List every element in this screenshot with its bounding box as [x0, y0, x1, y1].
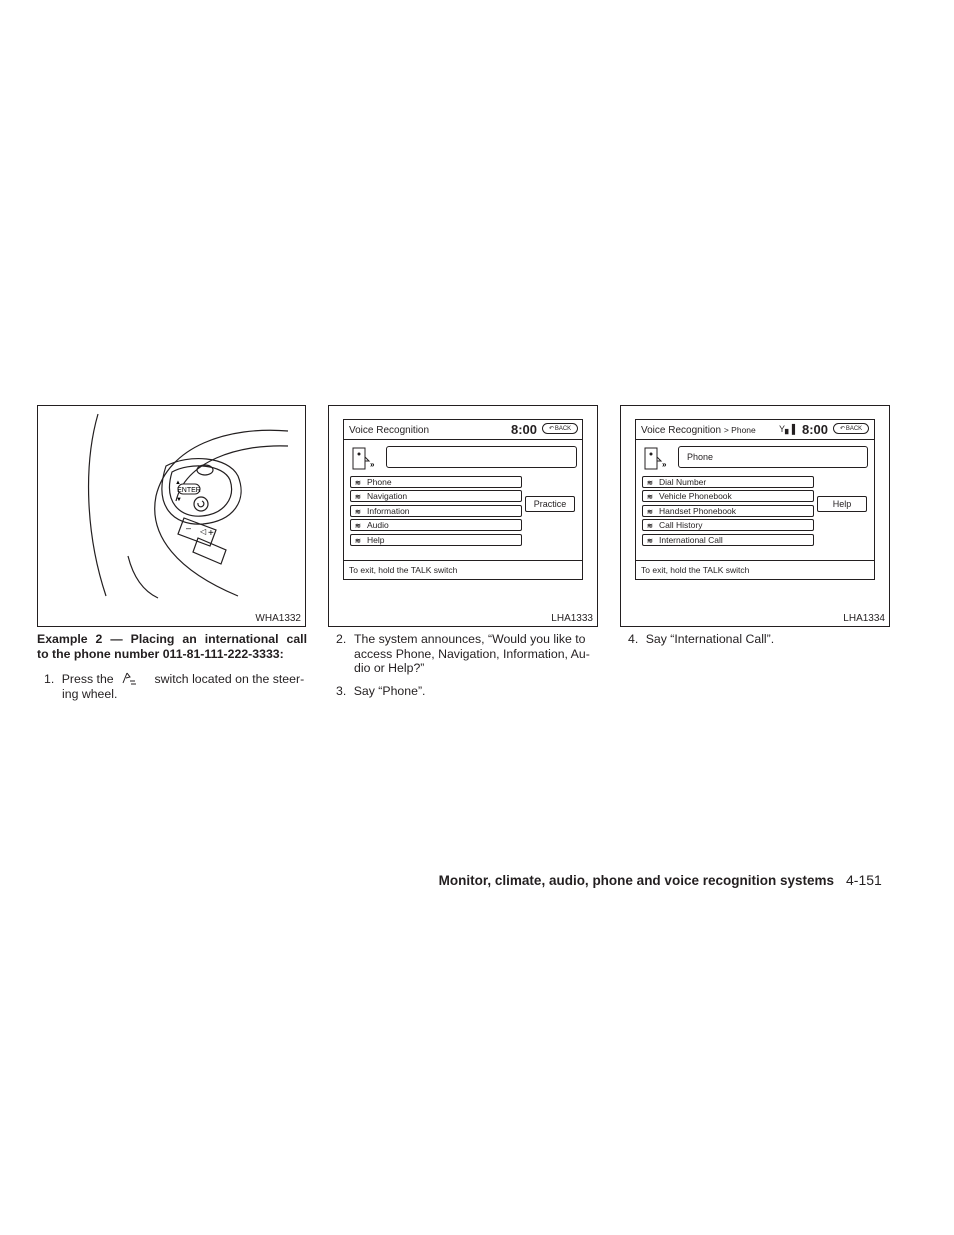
divider: [344, 560, 582, 561]
back-arrow-icon: ↶: [548, 426, 554, 432]
page-number: 4-151: [846, 872, 882, 888]
svg-text:+: +: [208, 528, 214, 539]
speech-input-box: [386, 446, 577, 468]
practice-button[interactable]: Practice: [525, 496, 575, 512]
screen-title: Voice Recognition > Phone: [641, 425, 756, 436]
menu-item-international-call[interactable]: ≋ International Call: [642, 534, 814, 546]
clock-time: 8:00: [802, 422, 829, 437]
step-1: 1. Press the switch located on the steer- ing wheel.: [44, 672, 305, 701]
voice-command-icon: ≋: [355, 538, 361, 545]
display-screen: [635, 419, 875, 580]
figure-code: WHA1332: [255, 613, 301, 624]
step-number: 3.: [336, 684, 347, 698]
menu-item-dial-number[interactable]: ≋ Dial Number: [642, 476, 814, 488]
step-2: 2. The system announces, “Would you like to access Phone, Navigation, Information, Au- dio or Help?”: [336, 632, 590, 675]
svg-text:»: »: [370, 460, 375, 469]
display-screen: [343, 419, 583, 580]
step-4: 4. Say “International Call”.: [628, 632, 775, 646]
step-3: 3. Say “Phone”.: [336, 684, 426, 698]
step-number: 4.: [628, 632, 639, 646]
figure-code: LHA1334: [843, 613, 885, 624]
menu-item-help[interactable]: ≋ Help: [350, 534, 522, 546]
section-title: Monitor, climate, audio, phone and voice recognition systems: [438, 873, 834, 888]
figure-steering-wheel: [37, 405, 306, 627]
menu-item-phone[interactable]: ≋ Phone: [350, 476, 522, 488]
voice-command-icon: ≋: [355, 523, 361, 530]
voice-command-icon: ≋: [647, 480, 653, 487]
voice-command-icon: ≋: [647, 538, 653, 545]
menu-item-handset-phonebook[interactable]: ≋ Handset Phonebook: [642, 505, 814, 517]
back-arrow-icon: ↶: [839, 426, 845, 432]
voice-command-icon: ≋: [647, 523, 653, 530]
back-button[interactable]: ↶ BACK: [542, 423, 578, 434]
menu-item-call-history[interactable]: ≋ Call History: [642, 519, 814, 531]
screen-footer-hint: To exit, hold the TALK switch: [641, 565, 750, 575]
voice-face-icon: [643, 447, 673, 471]
figure-voice-recognition-screen: [328, 405, 598, 627]
example-heading: Example 2 — Placing an international call to the phone number 011-81-111-222-3333:: [37, 632, 307, 661]
voice-face-icon: [351, 447, 381, 471]
steering-wheel-illustration: [38, 406, 305, 626]
figure-phone-menu-screen: [620, 405, 890, 627]
svg-text:▼: ▼: [176, 497, 182, 503]
back-button[interactable]: ↶ BACK: [833, 423, 869, 434]
menu-item-navigation[interactable]: ≋ Navigation: [350, 490, 522, 502]
divider: [344, 439, 582, 440]
menu-item-vehicle-phonebook[interactable]: ≋ Vehicle Phonebook: [642, 490, 814, 502]
svg-text:–: –: [186, 523, 192, 533]
divider: [636, 439, 874, 440]
speech-input-box: Phone: [678, 446, 868, 468]
voice-command-icon: ≋: [355, 480, 361, 487]
voice-command-icon: ≋: [355, 494, 361, 501]
voice-command-icon: ≋: [647, 509, 653, 516]
clock-time: 8:00: [511, 422, 538, 437]
divider: [636, 560, 874, 561]
figure-code: LHA1333: [551, 613, 593, 624]
menu-item-audio[interactable]: ≋ Audio: [350, 519, 522, 531]
step-number: 2.: [336, 632, 347, 646]
menu-item-information[interactable]: ≋ Information: [350, 505, 522, 517]
screen-footer-hint: To exit, hold the TALK switch: [349, 565, 458, 575]
svg-text:▲: ▲: [175, 480, 181, 486]
svg-text:◁: ◁: [200, 527, 207, 536]
help-button[interactable]: Help: [817, 496, 867, 512]
step-number: 1.: [44, 672, 55, 686]
enter-label: ENTER: [177, 487, 201, 494]
screen-title: Voice Recognition: [349, 425, 430, 436]
svg-text:»: »: [662, 460, 667, 469]
talk-switch-icon: [121, 671, 137, 686]
signal-strength-icon: Y▖▌: [779, 424, 799, 434]
voice-command-icon: ≋: [647, 494, 653, 501]
voice-command-icon: ≋: [355, 509, 361, 516]
